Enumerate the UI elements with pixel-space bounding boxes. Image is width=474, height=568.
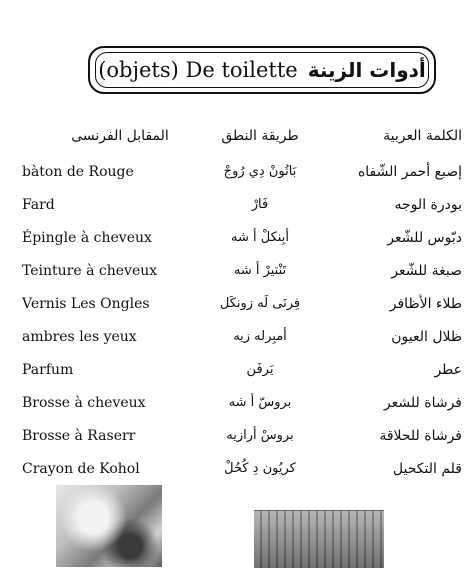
french-term: Brosse à Raserr bbox=[22, 428, 136, 444]
pronunciation: أبِنكلْ أ شه bbox=[231, 230, 289, 245]
toiletries-photo bbox=[254, 510, 384, 568]
header-pronunciation: طريقة النطق bbox=[221, 128, 299, 144]
french-term: Teinture à cheveux bbox=[22, 263, 158, 279]
table-row bbox=[0, 197, 474, 221]
title-french: (objets) De toilette bbox=[98, 58, 298, 82]
table-row bbox=[0, 263, 474, 287]
header-french: المقابل الفرنسى bbox=[71, 128, 169, 144]
pronunciation: تَنْتيرْ أ شه bbox=[233, 263, 287, 278]
arabic-term: دبّوس للشّعر bbox=[387, 230, 462, 246]
french-term: Épingle à cheveux bbox=[22, 230, 152, 246]
french-term: Crayon de Kohol bbox=[22, 461, 140, 477]
pronunciation: يَرفَن bbox=[246, 362, 274, 377]
title-arabic: أدوات الزينة bbox=[307, 58, 426, 82]
table-row bbox=[0, 164, 474, 188]
pronunciation: أمبِرله زيه bbox=[233, 329, 287, 344]
table-row bbox=[0, 428, 474, 452]
table-header bbox=[0, 128, 474, 152]
pronunciation: بروسّ أ شه bbox=[228, 395, 292, 410]
cosmetics-photo bbox=[56, 485, 162, 567]
arabic-term: بودرة الوجه bbox=[394, 197, 462, 213]
pronunciation: كريُون دِ كُحُلْ bbox=[224, 461, 296, 476]
french-term: bàton de Rouge bbox=[22, 164, 134, 180]
table-row bbox=[0, 296, 474, 320]
arabic-term: صبغة للشّعر bbox=[391, 263, 462, 279]
french-term: Parfum bbox=[22, 362, 74, 378]
pronunciation: بروسْ أرازيه bbox=[226, 428, 294, 443]
table-row bbox=[0, 362, 474, 386]
table-row bbox=[0, 461, 474, 485]
pronunciation: فَارْ bbox=[251, 197, 269, 212]
french-term: Fard bbox=[22, 197, 55, 213]
arabic-term: عطر bbox=[434, 362, 462, 378]
french-term: Brosse à cheveux bbox=[22, 395, 146, 411]
header-arabic: الكلمة العربية bbox=[383, 128, 462, 144]
arabic-term: فرشاة للشعر bbox=[383, 395, 462, 411]
arabic-term: إصبع أحمر الشّفاه bbox=[357, 164, 462, 180]
french-term: Vernis Les Ongles bbox=[22, 296, 150, 312]
french-term: ambres les yeux bbox=[22, 329, 137, 345]
arabic-term: قلم التكحيل bbox=[392, 461, 462, 477]
table-row bbox=[0, 230, 474, 254]
arabic-term: فرشاة للحلاقة bbox=[379, 428, 462, 444]
pronunciation: فِرنَى لَه زونكَل bbox=[219, 296, 301, 311]
pronunciation: بَاتُونْ دِي رُوجْ bbox=[223, 164, 297, 179]
arabic-term: ظلال العيون bbox=[391, 329, 462, 345]
table-row bbox=[0, 329, 474, 353]
section-title-box bbox=[88, 46, 436, 94]
table-row bbox=[0, 395, 474, 419]
arabic-term: طلاء الأظافر bbox=[389, 296, 462, 312]
